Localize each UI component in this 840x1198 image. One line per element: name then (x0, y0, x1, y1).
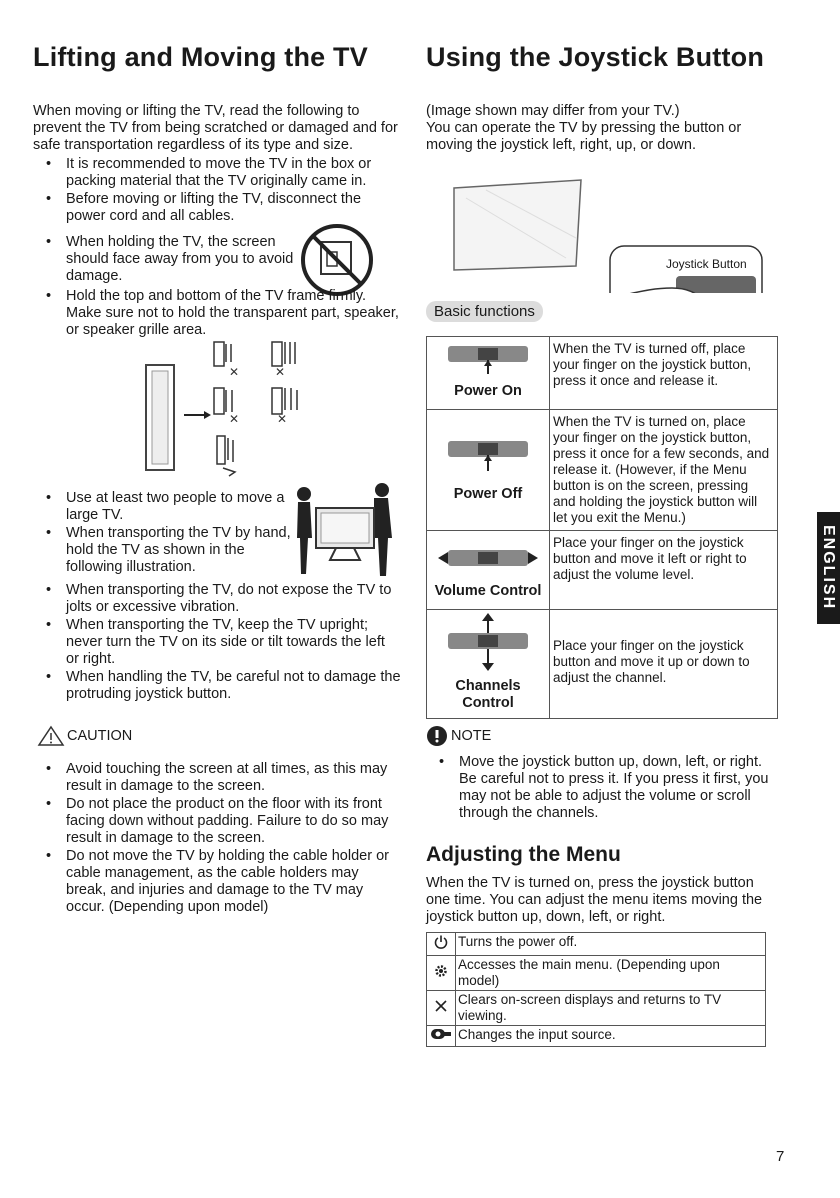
list-item: • Hold the top and bottom of the TV frame firmly. Make sure not to hold the transparent part, speaker, or speaker grille area. (66, 288, 401, 339)
left-section-title: Lifting and Moving the TV (33, 42, 368, 72)
close-icon (427, 991, 456, 1026)
moving-bullets-c (33, 582, 401, 703)
joystick-button-label: Joystick Button (666, 257, 747, 271)
moving-intro: When moving or lifting the TV, read the following to prevent the TV from being scratched or damaged and for safe transportation regardless of its type and size. (33, 103, 398, 153)
table-row (427, 956, 766, 991)
warning-triangle-icon (37, 725, 65, 747)
language-tab-label: ENGLISH (820, 525, 837, 611)
list-item: • Do not place the product on the floor with its front facing down without padding. Failure to do so may result in damage to the screen. (66, 796, 401, 847)
menu-row-text: Accesses the main menu. (Depending upon model) (456, 956, 766, 991)
list-item: • When handling the TV, be careful not to damage the protruding joystick button. (66, 669, 401, 703)
power-on-icon (428, 338, 548, 378)
channels-control-icon (428, 611, 548, 673)
list-item: • Use at least two people to move a large TV. (66, 490, 401, 524)
list-item: • Do not move the TV by holding the cable holder or cable management, as the cable holders may break, and injuries and damage to the TV may occur. (Depending upon model) (66, 848, 401, 916)
list-item: • When holding the TV, the screen should face away from you to avoid damage. (66, 234, 401, 285)
screen-facing-block (33, 234, 401, 285)
basic-functions-heading (426, 301, 780, 322)
power-on-cell (427, 337, 550, 410)
adjusting-menu-title: Adjusting the Menu (426, 843, 621, 866)
note-bullets (426, 754, 780, 822)
two-people-carrying-icon (288, 480, 398, 580)
list-item: • Before moving or lifting the TV, disconnect the power cord and all cables. (66, 191, 401, 225)
caution-label: CAUTION (67, 728, 133, 744)
basic-functions-table (426, 336, 778, 719)
right-column (426, 103, 780, 1047)
left-column (33, 103, 401, 917)
power-off-icon (428, 411, 548, 481)
power-on-label: Power On (454, 383, 522, 399)
tv-corner-illustration (426, 158, 780, 293)
power-on-desc: When the TV is turned off, place your finger on the joystick button, press it once and release it. (550, 337, 778, 410)
power-off-cell (427, 410, 550, 531)
volume-control-label: Volume Control (434, 583, 542, 599)
volume-control-desc: Place your finger on the joystick button and move it left or right to adjust the volume level. (550, 531, 778, 610)
table-row (427, 610, 778, 719)
page-number: 7 (776, 1148, 785, 1165)
svg-text:✕: ✕ (229, 412, 240, 426)
joystick-intro-note: (Image shown may differ from your TV.) (426, 103, 680, 119)
note-label: NOTE (451, 728, 492, 744)
tv-holding-illustration (33, 340, 401, 490)
svg-text:✕: ✕ (229, 365, 240, 379)
channels-control-cell (427, 610, 550, 719)
no-screen-facing-icon (299, 222, 375, 298)
table-row (427, 410, 778, 531)
power-icon (427, 933, 456, 956)
list-item: • It is recommended to move the TV in the box or packing material that the TV originally came in. (66, 156, 401, 190)
svg-text:✕: ✕ (275, 365, 286, 379)
note-heading (426, 725, 780, 747)
adjusting-menu-intro: When the TV is turned on, press the joystick button one time. You can adjust the menu items moving the joystick button up, down, left, or right. (426, 875, 763, 925)
menu-row-text: Changes the input source. (456, 1026, 766, 1047)
table-row (427, 337, 778, 410)
list-item: • Move the joystick button up, down, left, or right. Be careful not to press it. If you press it first, you may not be able to adjust the volume or scroll through the channels. (459, 754, 780, 822)
svg-text:✕: ✕ (277, 412, 288, 426)
menu-row-text: Turns the power off. (456, 933, 766, 956)
basic-functions-label: Basic functions (426, 301, 543, 322)
table-row (427, 531, 778, 610)
note-icon (426, 725, 448, 747)
list-item: • When transporting the TV, do not expose the TV to jolts or excessive vibration. (66, 582, 401, 616)
table-row (427, 991, 766, 1026)
moving-bullets-a (33, 156, 401, 225)
channels-control-label: Channels Control (455, 678, 521, 711)
list-item: • When transporting the TV by hand, hold the TV as shown in the following illustration. (66, 525, 401, 576)
menu-items-table (426, 932, 766, 1047)
table-row (427, 1026, 766, 1047)
joystick-intro: You can operate the TV by pressing the button or moving the joystick left, right, up, or down. (426, 120, 742, 153)
caution-heading (37, 725, 401, 747)
joystick-illustration (426, 158, 780, 293)
table-row (427, 933, 766, 956)
volume-control-cell (427, 531, 550, 610)
power-off-desc: When the TV is turned on, place your finger on the joystick button, press it once for a few seconds, and release it. (However, if the Menu button is on the screen, pressing and holding the joystick button will let you exit the Menu.) (550, 410, 778, 531)
input-icon (427, 1026, 456, 1047)
language-side-tab (817, 512, 840, 624)
volume-control-icon (428, 532, 548, 578)
list-item: • When transporting the TV, keep the TV upright; never turn the TV on its side or tilt towards the left or right. (66, 617, 401, 668)
channels-control-desc: Place your finger on the joystick button and move it up or down to adjust the channel. (550, 610, 778, 719)
menu-row-text: Clears on-screen displays and returns to TV viewing. (456, 991, 766, 1026)
power-off-label: Power Off (453, 486, 523, 502)
caution-bullets (33, 761, 401, 916)
list-item: • Avoid touching the screen at all times, as this may result in damage to the screen. (66, 761, 401, 795)
two-people-block (33, 490, 401, 576)
gear-icon (427, 956, 456, 991)
right-section-title: Using the Joystick Button (426, 42, 765, 72)
